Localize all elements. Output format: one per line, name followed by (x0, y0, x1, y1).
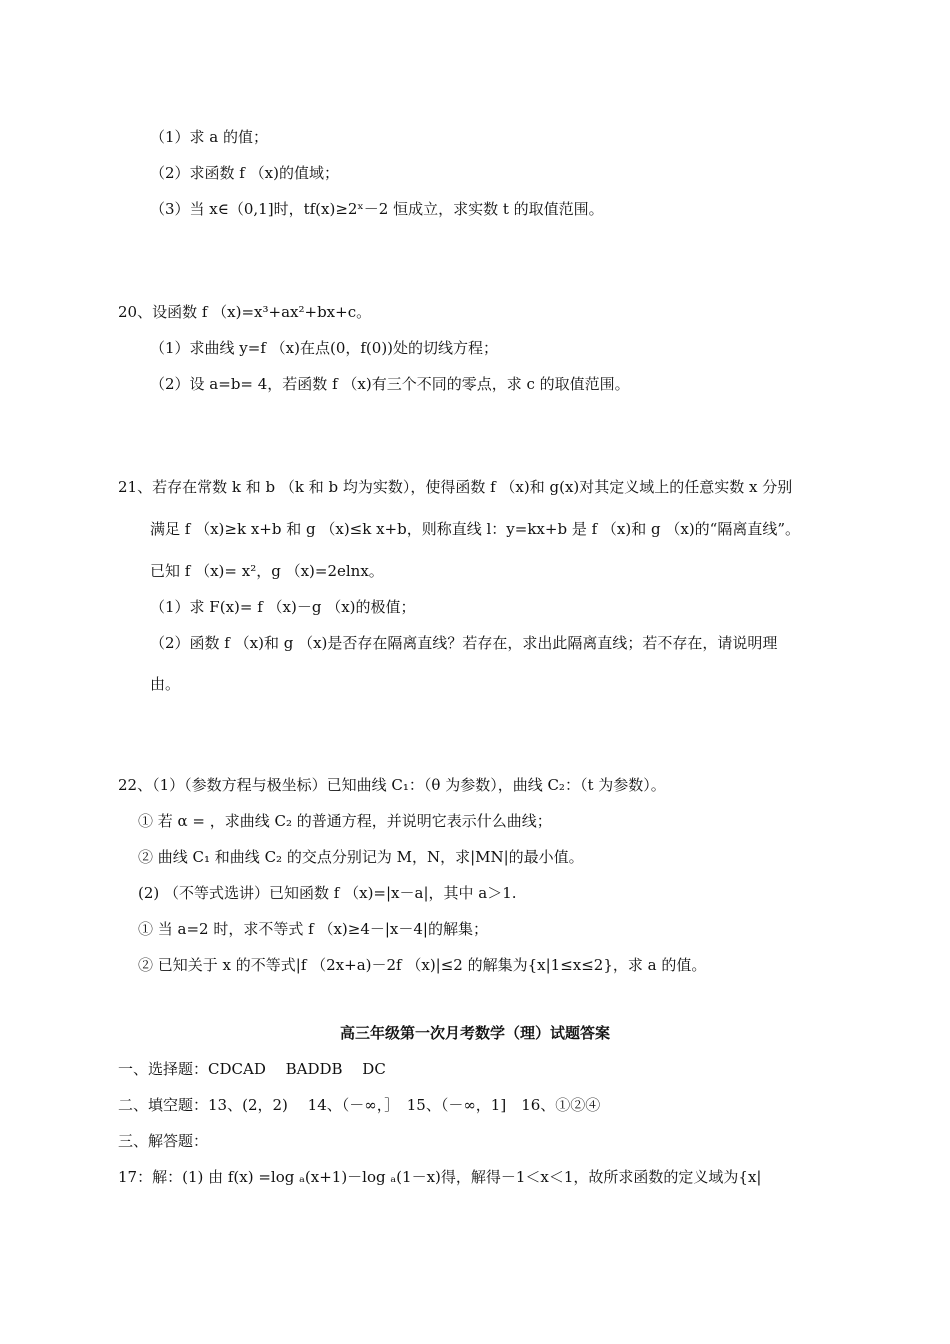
answers-choice: 一、选择题：CDCAD BADDB DC (118, 1060, 386, 1078)
q22-sub2: ② 曲线 C₁ 和曲线 C₂ 的交点分别记为 M，N，求|MN|的最小值。 (138, 848, 584, 866)
q22-stem: 22、（1）（参数方程与极坐标）已知曲线 C₁：（θ 为参数），曲线 C₂：（t 为参数）。 (118, 776, 666, 794)
q22-sub1: ① 若 α = ，求曲线 C₂ 的普通方程，并说明它表示什么曲线； (138, 812, 552, 830)
q19-part3: （3）当 x∈（0,1]时，tf(x)≥2ˣ－2 恒成立，求实数 t 的取值范围。 (150, 200, 604, 218)
q19-part1: （1）求 a 的值； (150, 128, 269, 146)
q19-part2: （2）求函数 f （x)的值域； (150, 164, 339, 182)
q22-part2: (2) （不等式选讲）已知函数 f （x)=|x－a|，其中 a＞1. (138, 884, 517, 902)
answers-fill: 二、填空题：13、(2，2) 14、（－∞，］ 15、（－∞，1] 16、①②④ (118, 1096, 601, 1114)
q21-stem-line2: 满足 f （x)≥k x+b 和 g （x)≤k x+b，则称直线 l：y=kx+b 是 f （x)和 g （x)的“隔离直线”。 (150, 520, 801, 538)
q21-stem-line1: 21、若存在常数 k 和 b （k 和 b 均为实数），使得函数 f （x)和 g(x)对其定义域上的任意实数 x 分别 (118, 478, 793, 496)
answers-solve-heading: 三、解答题： (118, 1132, 209, 1150)
q22-sub4: ② 已知关于 x 的不等式|f （2x+a)－2f （x)|≤2 的解集为{x|1≤x≤2}，求 a 的值。 (138, 956, 707, 974)
q21-part2-line1: （2）函数 f （x)和 g （x)是否存在隔离直线？若存在，求出此隔离直线；若不存在，请说明理 (150, 634, 778, 652)
q20-part1: （1）求曲线 y=f （x)在点(0，f(0))处的切线方程； (150, 339, 499, 357)
q20-stem: 20、设函数 f （x)=x³+ax²+bx+c。 (118, 303, 372, 321)
answers-title: 高三年级第一次月考数学（理）试题答案 (339, 1024, 610, 1042)
q22-sub3: ① 当 a=2 时，求不等式 f （x)≥4－|x－4|的解集； (138, 920, 488, 938)
q21-stem-line3: 已知 f （x)= x²，g （x)=2elnx。 (150, 562, 384, 580)
q21-part1: （1）求 F(x)= f （x)－g （x)的极值； (150, 598, 416, 616)
q21-part2-line2: 由。 (150, 675, 181, 693)
q20-part2: （2）设 a=b= 4，若函数 f （x)有三个不同的零点，求 c 的取值范围。 (150, 375, 630, 393)
answer-17: 17：解：(1) 由 f(x) =log ₐ(x+1)－log ₐ(1－x)得，解得－1＜x＜1，故所求函数的定义域为{x| (118, 1168, 762, 1186)
